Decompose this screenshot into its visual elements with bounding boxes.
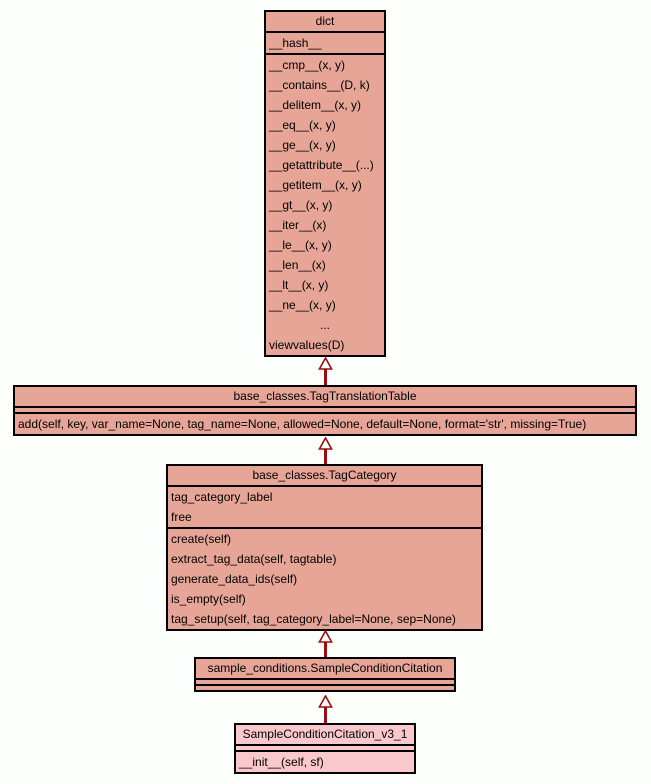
- method-row: is_empty(self): [171, 592, 246, 606]
- class-methods: [15, 412, 635, 434]
- attribute-row: free: [171, 510, 192, 524]
- method-row: ...: [319, 318, 330, 332]
- attribute-row: tag_category_label: [171, 490, 273, 504]
- inheritance-arrow-tagtranslationtable-dict: [318, 357, 333, 385]
- method-row: __contains__(D, k): [269, 78, 370, 92]
- class-box-sample-condition-citation[interactable]: [194, 657, 456, 692]
- class-box-dict[interactable]: [264, 10, 386, 357]
- attribute-row: __hash__: [269, 36, 322, 50]
- inheritance-arrow-v3-1-sampleconditioncitation: [318, 695, 333, 723]
- method-row: viewvalues(D): [269, 338, 345, 352]
- method-row: __gt__(x, y): [269, 198, 333, 212]
- method-row: __cmp__(x, y): [269, 58, 346, 72]
- method-row: add(self, key, var_name=None, tag_name=None, allowed=None, default=None, format='str', missing=True): [18, 417, 587, 431]
- class-box-tag-category[interactable]: [166, 464, 483, 631]
- method-row: __eq__(x, y): [269, 118, 336, 132]
- inheritance-arrow-sampleconditioncitation-tagcategory: [318, 630, 333, 658]
- method-row: __getattribute__(...): [269, 158, 374, 172]
- class-box-tag-translation-table[interactable]: [13, 385, 637, 436]
- method-row: __getitem__(x, y): [269, 178, 362, 192]
- class-attributes: [168, 485, 481, 527]
- method-row: __ge__(x, y): [269, 138, 336, 152]
- method-row: generate_data_ids(self): [171, 572, 298, 586]
- class-title[interactable]: base_classes.TagTranslationTable: [233, 389, 417, 403]
- class-methods: [168, 527, 481, 629]
- class-methods: [196, 684, 454, 690]
- method-row: __iter__(x): [269, 218, 327, 232]
- method-row: __delitem__(x, y): [269, 98, 362, 112]
- method-row: __ne__(x, y): [269, 298, 336, 312]
- method-row: extract_tag_data(self, tagtable): [171, 552, 337, 566]
- method-row: __len__(x): [269, 258, 326, 272]
- class-title[interactable]: sample_conditions.SampleConditionCitation: [207, 661, 443, 675]
- method-row: __le__(x, y): [269, 238, 332, 252]
- class-methods: [236, 750, 414, 772]
- class-methods: [266, 53, 384, 355]
- method-row: __init__(self, sf): [239, 755, 324, 769]
- method-row: tag_setup(self, tag_category_label=None, sep=None): [171, 612, 456, 626]
- class-title[interactable]: SampleConditionCitation_v3_1: [242, 727, 408, 741]
- inheritance-arrow-tagcategory-tagtranslationtable: [318, 437, 333, 465]
- class-attributes: [266, 31, 384, 53]
- method-row: __lt__(x, y): [269, 278, 329, 292]
- class-box-sample-condition-citation-v3-1[interactable]: [234, 723, 416, 774]
- class-title[interactable]: base_classes.TagCategory: [252, 468, 397, 482]
- method-row: create(self): [171, 532, 232, 546]
- class-title[interactable]: dict: [315, 14, 335, 28]
